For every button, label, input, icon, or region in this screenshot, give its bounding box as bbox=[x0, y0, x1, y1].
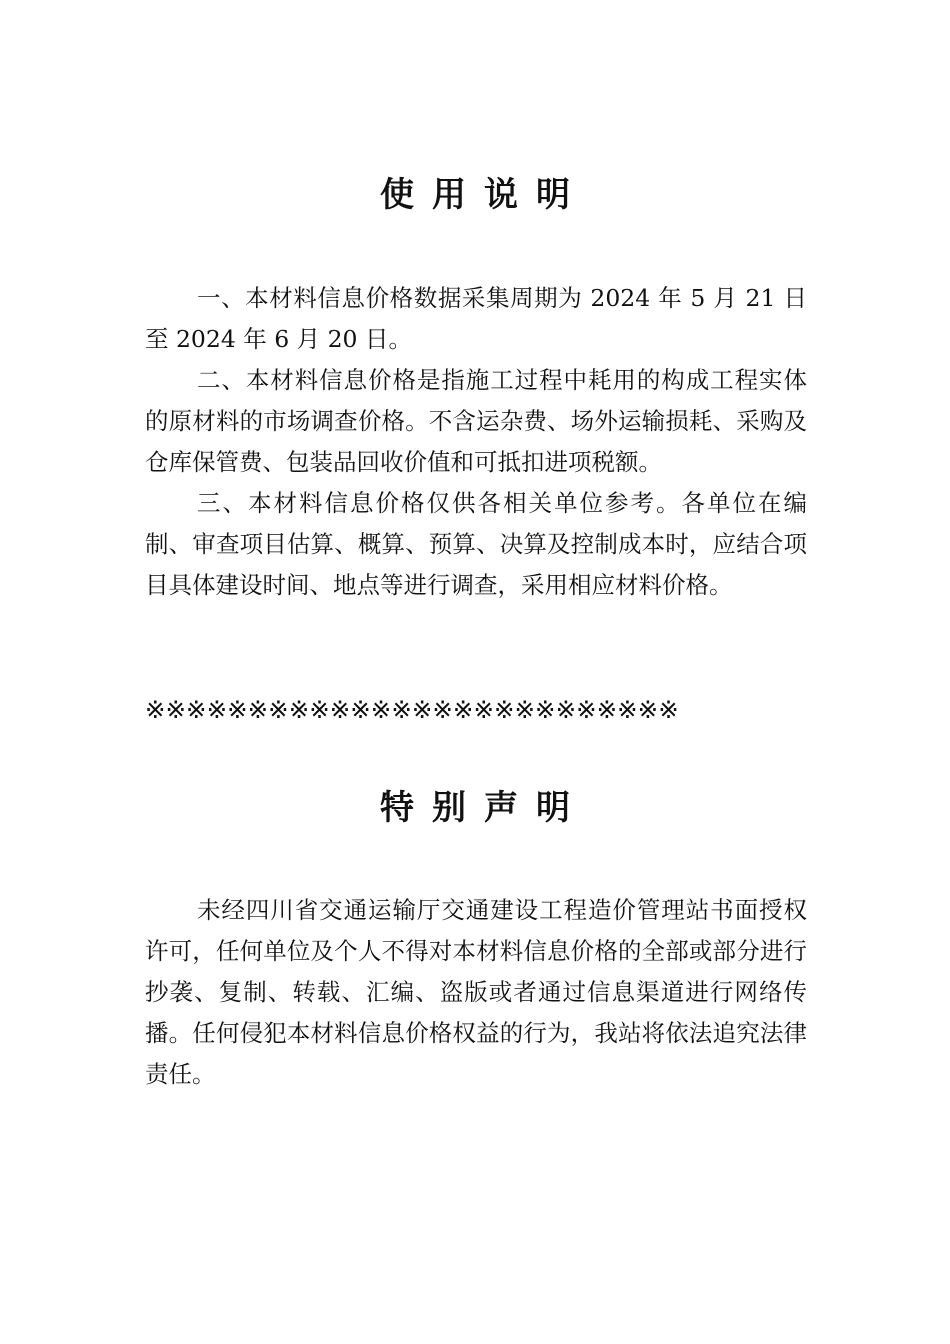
usage-paragraph-2: 二、本材料信息价格是指施工过程中耗用的构成工程实体的原材料的市场调查价格。不含运杂费、场外运输损耗、采购及仓库保管费、包装品回收价值和可抵扣进项税额。 bbox=[145, 366, 807, 476]
special-notice-body bbox=[145, 890, 807, 1095]
section-divider: ※※※※※※※※※※※※※※※※※※※※※※※※※※ bbox=[145, 695, 679, 724]
usage-instructions-title: 使用说明 bbox=[380, 175, 588, 215]
notice-paragraph: 未经四川省交通运输厅交通建设工程造价管理站书面授权许可，任何单位及个人不得对本材料信息价格的全部或部分进行抄袭、复制、转载、汇编、盗版或者通过信息渠道进行网络传播。任何侵犯本材料信息价格权益的行为，我站将依法追究法律责任。 bbox=[145, 896, 807, 1088]
usage-paragraph-1: 一、本材料信息价格数据采集周期为 2024 年 5 月 21 日至 2024 年 6 月 20 日。 bbox=[145, 284, 807, 353]
usage-paragraph-3: 三、本材料信息价格仅供各相关单位参考。各单位在编制、审查项目估算、概算、预算、决算及控制成本时，应结合项目具体建设时间、地点等进行调查，采用相应材料价格。 bbox=[145, 489, 807, 599]
usage-instructions-body bbox=[145, 278, 807, 606]
special-notice-title: 特别声明 bbox=[380, 788, 588, 828]
